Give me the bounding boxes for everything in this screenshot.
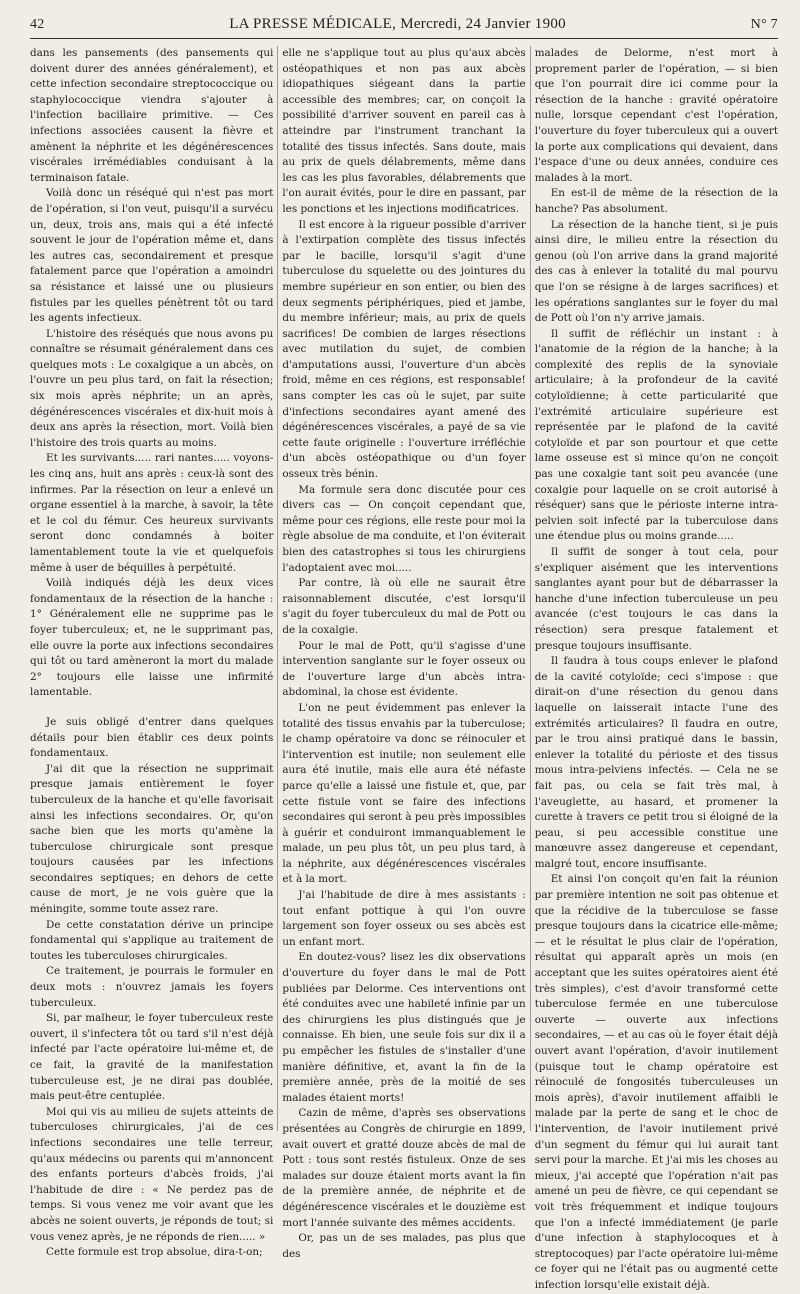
paragraph: Par contre, là où elle ne saurait être raisonnablement discutée, c'est lorsqu'il s'agit du foyer tuberculeux du mal de Pott ou de la coxalgie. [282, 577, 526, 636]
paragraph: Il est encore à la rigueur possible d'arriver à l'extirpation complète des tissus infectés par le bacille, lorsqu'il s'agit d'une tuberculose du squelette ou des jointures du membre supérieur en son entier, ou bien des deux segments périphériques, pied et jambe, du membre inférieur; mais, au prix de quels sacrifices! De combien de larges résections avec mutilation du sujet, de combien d'amputations aussi, l'ouverture d'un abcès froid, même en ces régions, est responsable! sans compter les cas où le sujet, par suite d'infections secondaires ayant amené des dégénérescences viscérales, a payé de sa vie cette faute originelle : l'ouverture irréfléchie d'un abcès ostéopathique ou d'un foyer osseux très bénin. [282, 218, 526, 481]
column-divider [530, 46, 531, 1131]
paragraph: Ma formule sera donc discutée pour ces divers cas — On conçoit cependant que, même pour ces régions, elle reste pour moi la règle absolue de ma conduite, et l'on éviterait bien des catastrophes si tous les chirurgiens l'adoptaient avec moi..... [282, 483, 526, 574]
paragraph: J'ai l'habitude de dire à mes assistants : tout enfant pottique à qui l'on ouvre largement son foyer osseux ou ses abcès est un enfant mort. [282, 889, 526, 948]
paragraph: L'on ne peut évidemment pas enlever la totalité des tissus envahis par la tuberculose; le champ opératoire va donc se réinoculer et l'intervention est inutile; non seulement elle aura été inutile, mais elle aura été néfaste parce qu'elle a laissé une fistule et, que, par cette fistule vont se faire des infections secondaires qui seront à peu près impossibles à guérir et conduiront immanquablement le malade, un peu plus tôt, un peu plus tard, à la néphrite, aux dégénérescences viscérales et à la mort. [282, 701, 526, 886]
column-3 [534, 46, 779, 1291]
paragraph: En doutez-vous? lisez les dix observations d'ouverture du foyer dans le mal de Pott publiées par Delorme. Ces interventions ont été conduites avec une habileté infinie par un des chirurgiens les plus distingués que je connaisse. Eh bien, une seule fois sur dix il a pu empêcher les fistules de s'installer d'une manière définitive, et, avant la fin de la première année, près de la moitié de ses malades étaient morts! [282, 951, 526, 1104]
paragraph: Il suffit de songer à tout cela, pour s'expliquer aisément que les interventions sanglantes ayant pour but de débarrasser la hanche d'une infection tuberculeuse un peu avancée (c'est toujours le cas dans la résection) sera presque fatalement et presque toujours insuffisante. [534, 546, 779, 652]
paragraph: Voilà indiqués déjà les deux vices fondamentaux de la résection de la hanche : 1° Généralement elle ne supprime pas le foyer tuberculeux; et, ne le supprimant pas, elle ouvre la porte aux infections secondaires qui tôt ou tard amèneront la mort du malade 2° toujours elle laisse une infirmité lamentable. [30, 577, 274, 699]
paragraph: Et les survivants..... rari nantes..... voyons-les cinq ans, huit ans après : ceux-là sont des infirmes. Par la résection on leur a enlevé un organe essentiel à la marche, à savoir, la tête et le col du fémur. Ces heureux survivants seront donc condamnés à boiter lamentablement toute la vie et quelquefois même à user de béquilles à perpétuité. [30, 452, 274, 574]
running-header [30, 16, 778, 39]
paragraph: J'ai dit que la résection ne supprimait presque jamais entièrement le foyer tuberculeux de la hanche et qu'elle favorisait ainsi les infections secondaires. Or, qu'on sache bien que les morts qu'amène la tuberculose chirurgicale sont presque toujours causées par les infections secondaires septiques; en dehors de cette cause de mort, je ne vois guère que la méningite, somme toute assez rare. [30, 762, 274, 916]
paragraph: Moi qui vis au milieu de sujets atteints de tuberculoses chirurgicales, j'ai de ces infections secondaires une telle terreur, qu'aux médecins ou parents qui m'annoncent des enfants porteurs d'abcès froids, j'ai l'habitude de dire : « Ne perdez pas de temps. Si vous venez me voir avant que les abcès ne soient ouverts, je réponds de tout; si vous venez après, je ne réponds de rien..... » [30, 1105, 274, 1243]
paragraph: Il faudra à tous coups enlever le plafond de la cavité cotyloïde; ceci s'impose : que dirait-on d'une résection du genou dans laquelle on laisserait intacte l'une des extrémités articulaires? Il faudra en outre, par le trou ainsi pratiqué dans le bassin, enlever la totalité du périoste et des tissus mous intra-pelviens infectés. — Cela ne se fait pas, ou cela se fait très mal, à l'aveuglette, au hasard, et promener la curette à travers ce petit trou si éloigné de la peau, si peu accessible constitue une manœuvre assez dangereuse et cependant, malgré tout, encore insuffisante. [534, 655, 779, 870]
page-number: 42 [30, 17, 45, 32]
paragraph: Ce traitement, je pourrais le formuler en deux mots : n'ouvrez jamais les foyers tuberculeux. [30, 965, 274, 1009]
paragraph: dans les pansements (des pansements qui doivent durer des années généralement), et cette infection secondaire streptococcique ou staphylococcique viendra s'ajouter à l'infection bacillaire primitive. — Ces infections associées causent la fièvre et amènent la néphrite et les dégénérescences viscérales irrémédiables conduisant à la terminaison fatale. [30, 47, 274, 184]
issue-number: N° 7 [750, 17, 778, 32]
paragraph: Et ainsi l'on conçoit qu'en fait la réunion par première intention ne soit pas obtenue et que la récidive de la tuberculose se fasse presque toujours dans la cicatrice elle-même; — et le résultat le plus clair de l'opération, résultat qui apparaît après un mois (en acceptant que les suites opératoires aient été très simples), c'est d'avoir transformé cette tuberculose fermée en une tuberculose ouverte — ouverte aux infections secondaires, — et au cas où le foyer était déjà ouvert avant l'opération, d'avoir inutilement (puisque tout le champ opératoire est réinoculé de fongosités tuberculeuses un mois après), d'avoir inutilement affaibli le malade par la perte de sang et le choc de l'intervention, de l'avoir inutilement privé d'un segment du fémur qui lui aurait tant servi pour la marche. Et j'ai mis les choses au mieux, j'ai accepté que l'opération n'ait pas amené un peu de fièvre, ce qui cependant se voit très fréquemment et indique toujours que l'on a infecté immédiatement (je parle d'une infection à staphylocoques et à streptocoques) par l'acte opératoire lui-même ce foyer qui ne l'était pas ou augmenté cette infection lorsqu'elle existait déjà. [534, 873, 779, 1291]
paragraph: Or, pas un de ses malades, pas plus que des [282, 1232, 526, 1260]
paragraph: Voilà donc un réséqué qui n'est pas mort de l'opération, si l'on veut, puisqu'il a survécu un, deux, trois ans, mais qui a été infecté souvent le jour de l'opération même et, dans les autres cas, secondairement et presque fatalement parce que l'opération a amoindri sa résistance et laissé une ou plusieurs fistules par les quelles pénètrent tôt ou tard les agents infectieux. [30, 187, 274, 325]
paragraph: Il suffit de réfléchir un instant : à l'anatomie de la région de la hanche; à la complexité des replis de la synoviale articulaire; à la profondeur de la cavité cotyloïdienne; à cette particularité que l'extrémité articulaire supérieure est représentée par le plafond de la cavité cotyloïde et par son pourtour et que cette lame osseuse est si mince qu'on ne conçoit pas une coxalgie tant soit peu avancée (une coxalgie pour laquelle on se croit autorisé à réséquer) sans que le périoste interne intra-pelvien soit infecté par la tuberculose dans une étendue plus ou moins grande..... [534, 327, 779, 543]
paragraph: elle ne s'applique tout au plus qu'aux abcès ostéopathiques et non pas aux abcès idiopathiques siégeant dans la partie accessible des membres; car, on conçoit la possibilité d'arriver souvent en pareil cas à atteindre par l'instrument tranchant la totalité des tissus infectés. Sans doute, mais au prix de quels délabrements, même dans les cas les plus favorables, délabrements que l'on aurait évités, pour le dire en passant, par les ponctions et les injections modificatrices. [282, 47, 526, 215]
paragraph: Cazin de même, d'après ses observations présentées au Congrès de chirurgie en 1899, avait ouvert et gratté douze abcès de mal de Pott : tous sont restés fistuleux. Onze de ses malades sur douze étaient morts avant la fin de la première année, de néphrite et de dégénérescence viscérales et le douzième est mort l'année suivante des mêmes accidents. [282, 1107, 526, 1229]
paragraph: En est-il de même de la résection de la hanche? Pas absolument. [534, 187, 779, 215]
paragraph: malades de Delorme, n'est mort à proprement parler de l'opération, — si bien que l'on pourrait dire ici comme pour la résection de la hanche : gravité opératoire nulle, lorsque cependant c'est l'opération, l'ouverture du foyer tuberculeux qui a ouvert la porte aux complications qui devaient, dans l'espace d'une ou deux années, conduire ces malades à la mort. [534, 47, 779, 184]
column-2 [282, 46, 526, 1260]
paragraph: Je suis obligé d'entrer dans quelques détails pour bien établir ces deux points fondamentaux. [30, 715, 274, 760]
paragraph: Pour le mal de Pott, qu'il s'agisse d'une intervention sanglante sur le foyer osseux ou de l'ouverture large d'un abcès intra-abdominal, la chose est évidente. [282, 639, 526, 699]
column-divider [277, 46, 278, 1131]
paragraph: La résection de la hanche tient, si je puis ainsi dire, le milieu entre la résection du genou (où l'on arrive dans la grand majorité des cas à enlever la totalité du mal pourvu que l'on se résigne à de larges sacrifices) et les opérations sanglantes sur le foyer du mal de Pott où l'on n'y arrive jamais. [534, 218, 779, 325]
column-1 [30, 46, 274, 1259]
paragraph: Si, par malheur, le foyer tuberculeux reste ouvert, il s'infectera tôt ou tard s'il n'est déjà infecté par l'acte opératoire lui-même et, de ce fait, la gravité de la manifestation tuberculeuse est, je ne dirai pas doublée, mais peut-être centuplée. [30, 1012, 274, 1103]
text-columns [30, 46, 779, 1291]
paragraph: L'histoire des réséqués que nous avons pu connaître se résumait généralement dans ces quelques mots : Le coxalgique a un abcès, on l'ouvre un peu plus tard, on fait la résection; six mois après néphrite; un an après, dégénérescences viscérales et dix-huit mois à deux ans après la résection, mort. Voilà bien l'histoire des trois quarts au moins. [30, 327, 274, 449]
paragraph: Cette formule est trop absolue, dira-t-on; [46, 1246, 263, 1259]
paragraph: De cette constatation dérive un principe fondamental qui s'applique au traitement de toutes les tuberculoses chirurgicales. [30, 918, 274, 962]
journal-title: LA PRESSE MÉDICALE, Mercredi, 24 Janvier 1900 [229, 16, 566, 32]
